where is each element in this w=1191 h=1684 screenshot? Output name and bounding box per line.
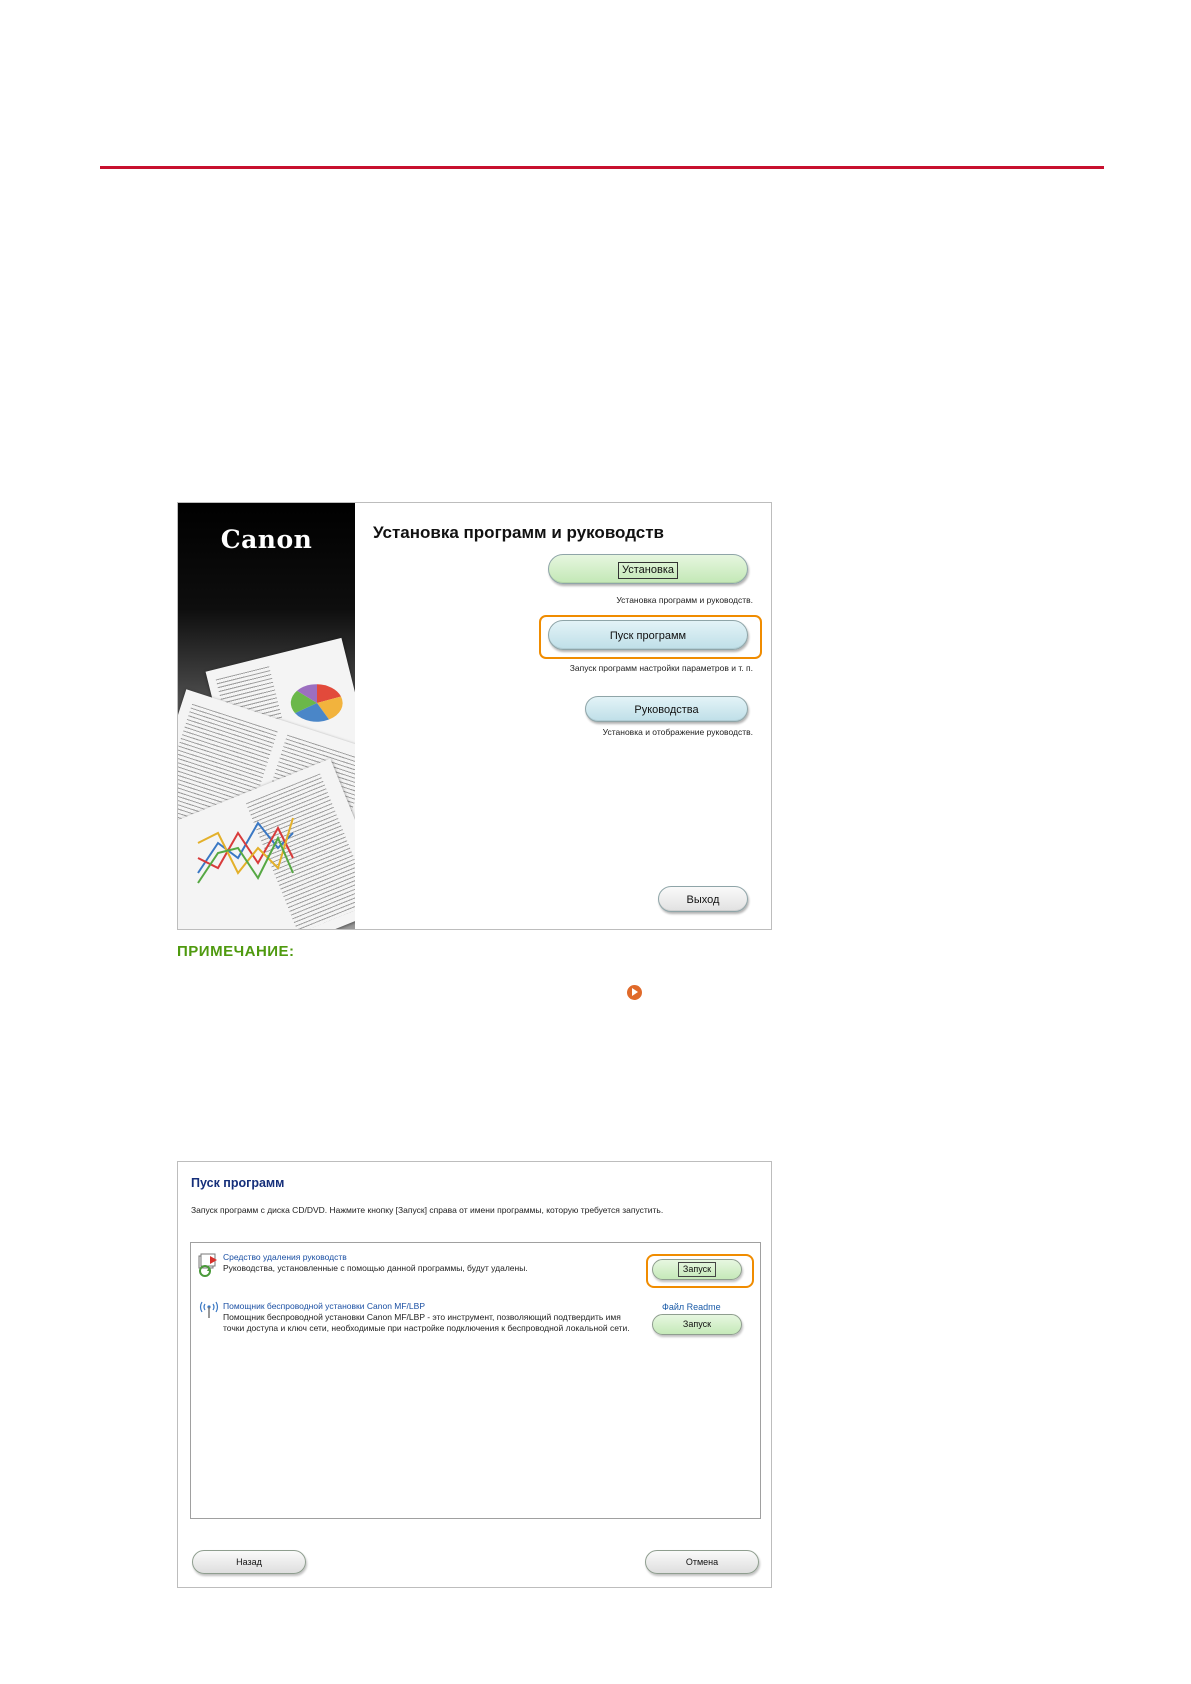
manuals-button-label: Руководства bbox=[634, 704, 699, 716]
installer-menu-screenshot bbox=[177, 502, 772, 930]
cancel-button-label: Отмена bbox=[685, 1557, 719, 1567]
program-description: Помощник беспроводной установки Canon MF/LBP - это инструмент, позволяющий подтвердить имя точки доступа и ключ сети, необходимые при настройке подключения к беспроводной локальной сети. bbox=[223, 1312, 630, 1333]
line-chart-icon bbox=[193, 803, 303, 893]
brand-logo: Canon bbox=[220, 525, 313, 554]
back-button[interactable] bbox=[192, 1550, 306, 1574]
run-button-label: Запуск bbox=[678, 1262, 716, 1277]
note-heading: ПРИМЕЧАНИЕ: bbox=[177, 943, 295, 960]
start-programs-button-label: Пуск программ bbox=[609, 630, 687, 642]
launcher-title: Пуск программ bbox=[191, 1176, 285, 1190]
program-description: Руководства, установленные с помощью данной программы, будут удалены. bbox=[223, 1263, 528, 1273]
run-button[interactable] bbox=[652, 1314, 742, 1335]
installer-main-panel bbox=[355, 503, 771, 929]
launcher-intro: Запуск программ с диска CD/DVD. Нажмите кнопку [Запуск] справа от имени программы, которую требуется запустить. bbox=[191, 1205, 664, 1215]
cancel-button[interactable] bbox=[645, 1550, 759, 1574]
start-programs-button[interactable] bbox=[548, 620, 748, 650]
launcher-screenshot bbox=[177, 1161, 772, 1588]
wireless-icon bbox=[198, 1301, 220, 1321]
back-button-label: Назад bbox=[236, 1557, 262, 1567]
manuals-description: Установка и отображение руководств. bbox=[602, 727, 753, 737]
arrow-circle-icon[interactable] bbox=[627, 985, 642, 1000]
program-title[interactable]: Средство удаления руководств bbox=[223, 1252, 347, 1262]
pie-chart-icon bbox=[288, 681, 346, 725]
installer-title: Установка программ и руководств bbox=[373, 523, 665, 542]
install-description: Установка программ и руководств. bbox=[616, 595, 753, 605]
exit-button[interactable] bbox=[658, 886, 748, 912]
run-button[interactable] bbox=[652, 1259, 742, 1280]
install-button[interactable] bbox=[548, 554, 748, 584]
readme-link[interactable]: Файл Readme bbox=[662, 1302, 721, 1312]
uninstall-manuals-icon bbox=[196, 1252, 220, 1278]
brand-sidebar bbox=[178, 503, 355, 929]
program-title[interactable]: Помощник беспроводной установки Canon MF/LBP bbox=[223, 1301, 425, 1311]
manuals-button[interactable] bbox=[585, 696, 748, 722]
program-list[interactable] bbox=[190, 1242, 761, 1519]
install-button-label: Установка bbox=[618, 562, 678, 579]
start-programs-description: Запуск программ настройки параметров и т. п. bbox=[569, 663, 753, 673]
run-button-label: Запуск bbox=[682, 1319, 712, 1329]
section-divider bbox=[100, 166, 1104, 169]
exit-button-label: Выход bbox=[686, 894, 720, 906]
